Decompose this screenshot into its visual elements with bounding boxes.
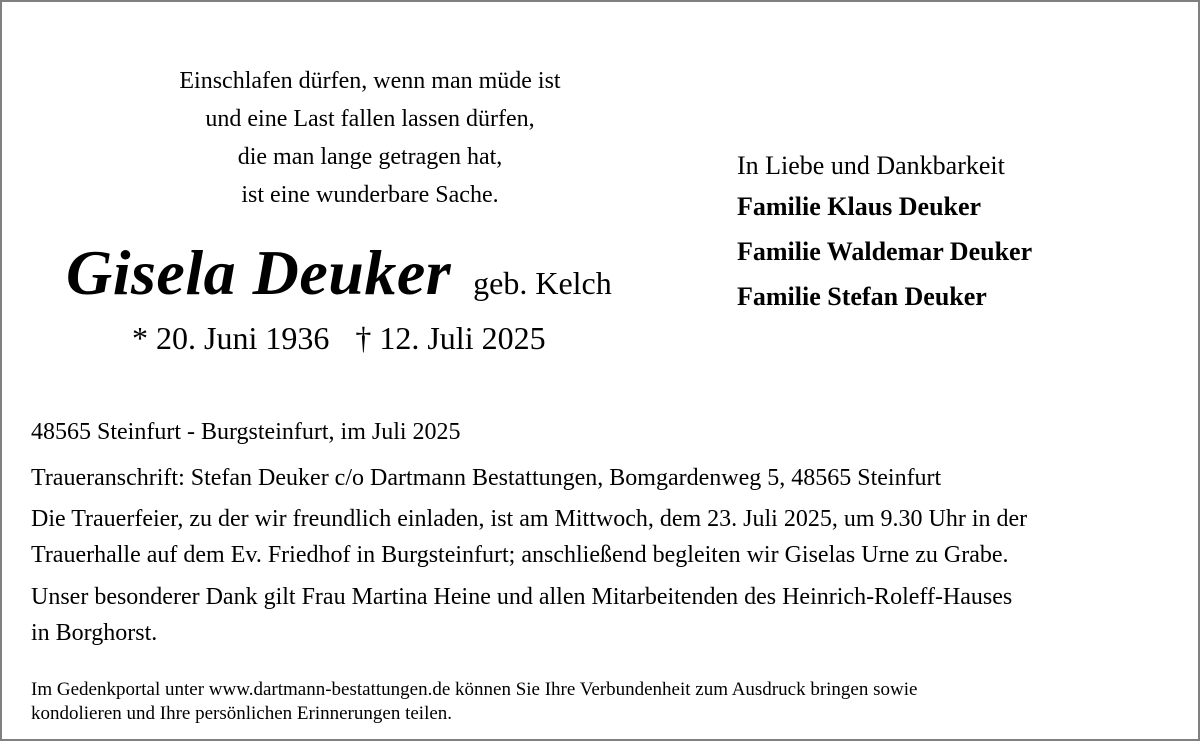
- portal-note-line: kondolieren und Ihre persönlichen Erinnerungen teilen.: [31, 703, 453, 724]
- family-name: Familie Stefan Deuker: [737, 282, 987, 311]
- poem-line: Einschlafen dürfen, wenn man müde ist: [179, 68, 561, 94]
- ceremony-line: Die Trauerfeier, zu der wir freundlich einladen, ist am Mittwoch, dem 23. Juli 2025, um 9.30 Uhr in der: [31, 506, 1028, 532]
- life-dates: [132, 320, 546, 357]
- deceased-name-line: [66, 236, 686, 310]
- mourners-intro: In Liebe und Dankbarkeit: [737, 151, 1005, 180]
- maiden-name: geb. Kelch: [473, 265, 612, 301]
- portal-note-line: Im Gedenkportal unter www.dartmann-bestattungen.de können Sie Ihre Verbundenheit zum Ausdruck bringen sowie: [31, 679, 918, 700]
- poem-line: die man lange getragen hat,: [237, 144, 503, 170]
- memorial-portal-note: [31, 678, 1181, 726]
- thanks-line: Unser besonderer Dank gilt Frau Martina Heine und allen Mitarbeitenden des Heinrich-Roleff-Hauses: [31, 584, 1013, 610]
- thanks-line: in Borghorst.: [31, 620, 158, 646]
- mourning-address: Traueranschrift: Stefan Deuker c/o Dartmann Bestattungen, Bomgardenweg 5, 48565 Steinfurt: [31, 465, 942, 491]
- mourners-block: [737, 148, 1032, 319]
- poem-line: ist eine wunderbare Sache.: [241, 182, 499, 208]
- family-name: Familie Waldemar Deuker: [737, 237, 1033, 266]
- poem-line: und eine Last fallen lassen dürfen,: [205, 106, 535, 132]
- place-date: 48565 Steinfurt - Burgsteinfurt, im Juli 2025: [31, 419, 461, 445]
- death-date: † 12. Juli 2025: [355, 320, 546, 356]
- family-name: Familie Klaus Deuker: [737, 192, 982, 221]
- ceremony-text: [31, 501, 1181, 573]
- thanks-text: [31, 579, 1181, 651]
- birth-date: * 20. Juni 1936: [132, 320, 330, 356]
- ceremony-line: Trauerhalle auf dem Ev. Friedhof in Burgsteinfurt; anschließend begleiten wir Giselas Urne zu Grabe.: [31, 542, 1009, 568]
- deceased-name: Gisela Deuker: [66, 237, 452, 308]
- notice-body: [31, 414, 1181, 651]
- poem: [120, 62, 620, 214]
